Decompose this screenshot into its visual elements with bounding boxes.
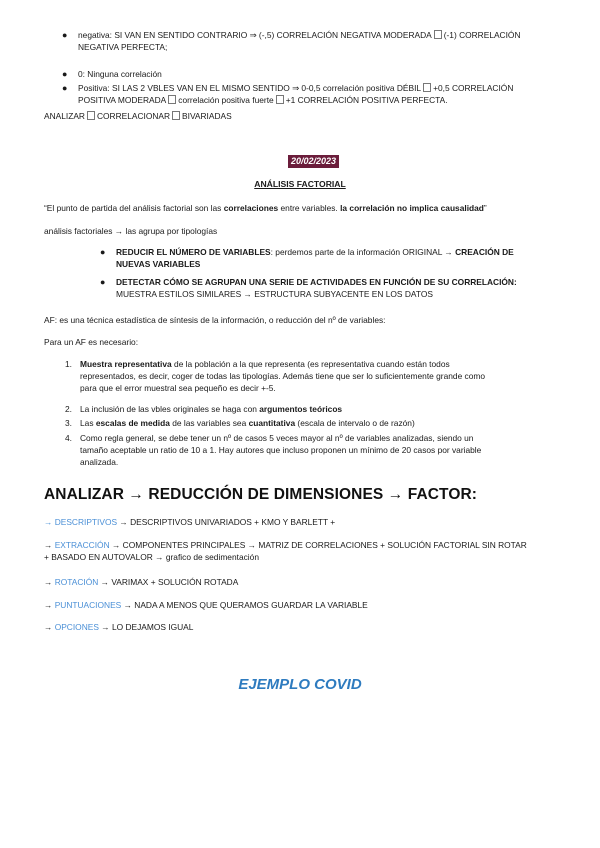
step-descriptivos: → DESCRIPTIVOS → DESCRIPTIVOS UNIVARIADOS + KMO Y BARLETT + [44,517,336,527]
missing-glyph-box [434,30,442,39]
date-tag: 20/02/2023 [288,155,339,168]
bullet-dot: ● [62,83,68,93]
requirement-item: Como regla general, se debe tener un nº de casos 5 veces mayor al nº de variables analizadas, siendo un tamaño aceptable un ratio de 10 a 1. Hay autores que incluso proponen un mínimo de 20 casos por variable analizada. [80,433,482,467]
list-number: 4. [65,433,72,443]
step-key: DESCRIPTIVOS [54,517,118,527]
missing-glyph-box [168,95,176,104]
missing-glyph-box [276,95,284,104]
list-number: 2. [65,404,72,414]
missing-glyph-box [172,111,180,120]
requirement-item: Las escalas de medida de las variables sea cuantitativa (escala de intervalo o de razón) [80,418,415,428]
list-number: 1. [65,359,72,369]
step-puntuaciones: → PUNTUACIONES → NADA A MENOS QUE QUERAMOS GUARDAR LA VARIABLE [44,600,368,610]
af-definition: AF: es una técnica estadística de síntesis de la información, o reducción del nº de variables: [44,315,386,325]
af-need: Para un AF es necesario: [44,337,139,347]
requirement-item: Muestra representativa de la población a la que representa (es representativa cuando están todos representados, es decir, coger de todas las tipologías. Además tiene que ser lo suficientemente grande como para que el error muestral sea pequeño es decir +-5. [80,359,486,393]
step-key: ROTACIÓN [54,577,99,587]
missing-glyph-box [423,83,431,92]
step-key: PUNTUACIONES [54,600,122,610]
section-title: ANÁLISIS FACTORIAL [254,179,346,189]
covid-title: EJEMPLO COVID [238,676,362,693]
quote-paragraph: “El punto de partida del análisis factorial son las correlaciones entre variables. la correlación no implica causalidad” [44,203,487,213]
step-key: EXTRACCIÓN [54,540,110,550]
big-heading: ANALIZAR → REDUCCIÓN DE DIMENSIONES → FACTOR: [44,486,478,503]
bullet-dot: ● [62,69,68,79]
bullet-dot: ● [62,30,68,40]
step-opciones: → OPCIONES → LO DEJAMOS IGUAL [44,622,194,632]
step-key: OPCIONES [54,622,99,632]
missing-glyph-box [87,111,95,120]
goal-item: REDUCIR EL NÚMERO DE VARIABLES: perdemos parte de la información ORIGINAL → CREACIÓN DE NUEVAS VARIABLES [116,247,514,269]
goal-item: DETECTAR CÓMO SE AGRUPAN UNA SERIE DE ACTIVIDADES EN FUNCIÓN DE SU CORRELACIÓN: MUESTRA ESTILOS SIMILARES → ESTRUCTURA SUBYACENTE EN LOS DATOS [116,277,517,299]
step-rotacion: → ROTACIÓN → VARIMAX + SOLUCIÓN ROTADA [44,577,239,587]
bullet-dot: ● [100,247,106,257]
list-item: negativa: SI VAN EN SENTIDO CONTRARIO ⇒ (-,5) CORRELACIÓN NEGATIVA MODERADA (-1) CORRELACIÓN NEGATIVA PERFECTA; [78,30,521,52]
list-number: 3. [65,418,72,428]
list-item: Positiva: SI LAS 2 VBLES VAN EN EL MISMO SENTIDO ⇒ 0-0,5 correlación positiva DÉBIL +0,5 CORRELACIÓN POSITIVA MODERADA correlación positiva fuerte +1 CORRELACIÓN POSITIVA PERFECTA. [78,83,514,105]
step-extraccion: → EXTRACCIÓN → COMPONENTES PRINCIPALES → MATRIZ DE CORRELACIONES + SOLUCIÓN FACTORIAL SIN ROTAR + BASADO EN AUTOVALOR → grafico de sedimentación [44,540,527,562]
analizar-line: ANALIZAR CORRELACIONAR BIVARIADAS [44,111,232,121]
requirement-item: La inclusión de las vbles originales se haga con argumentos teóricos [80,404,343,414]
factoriales-line: análisis factoriales → las agrupa por tipologías [44,226,218,236]
bullet-dot: ● [100,277,106,287]
list-item: 0: Ninguna correlación [78,69,162,79]
